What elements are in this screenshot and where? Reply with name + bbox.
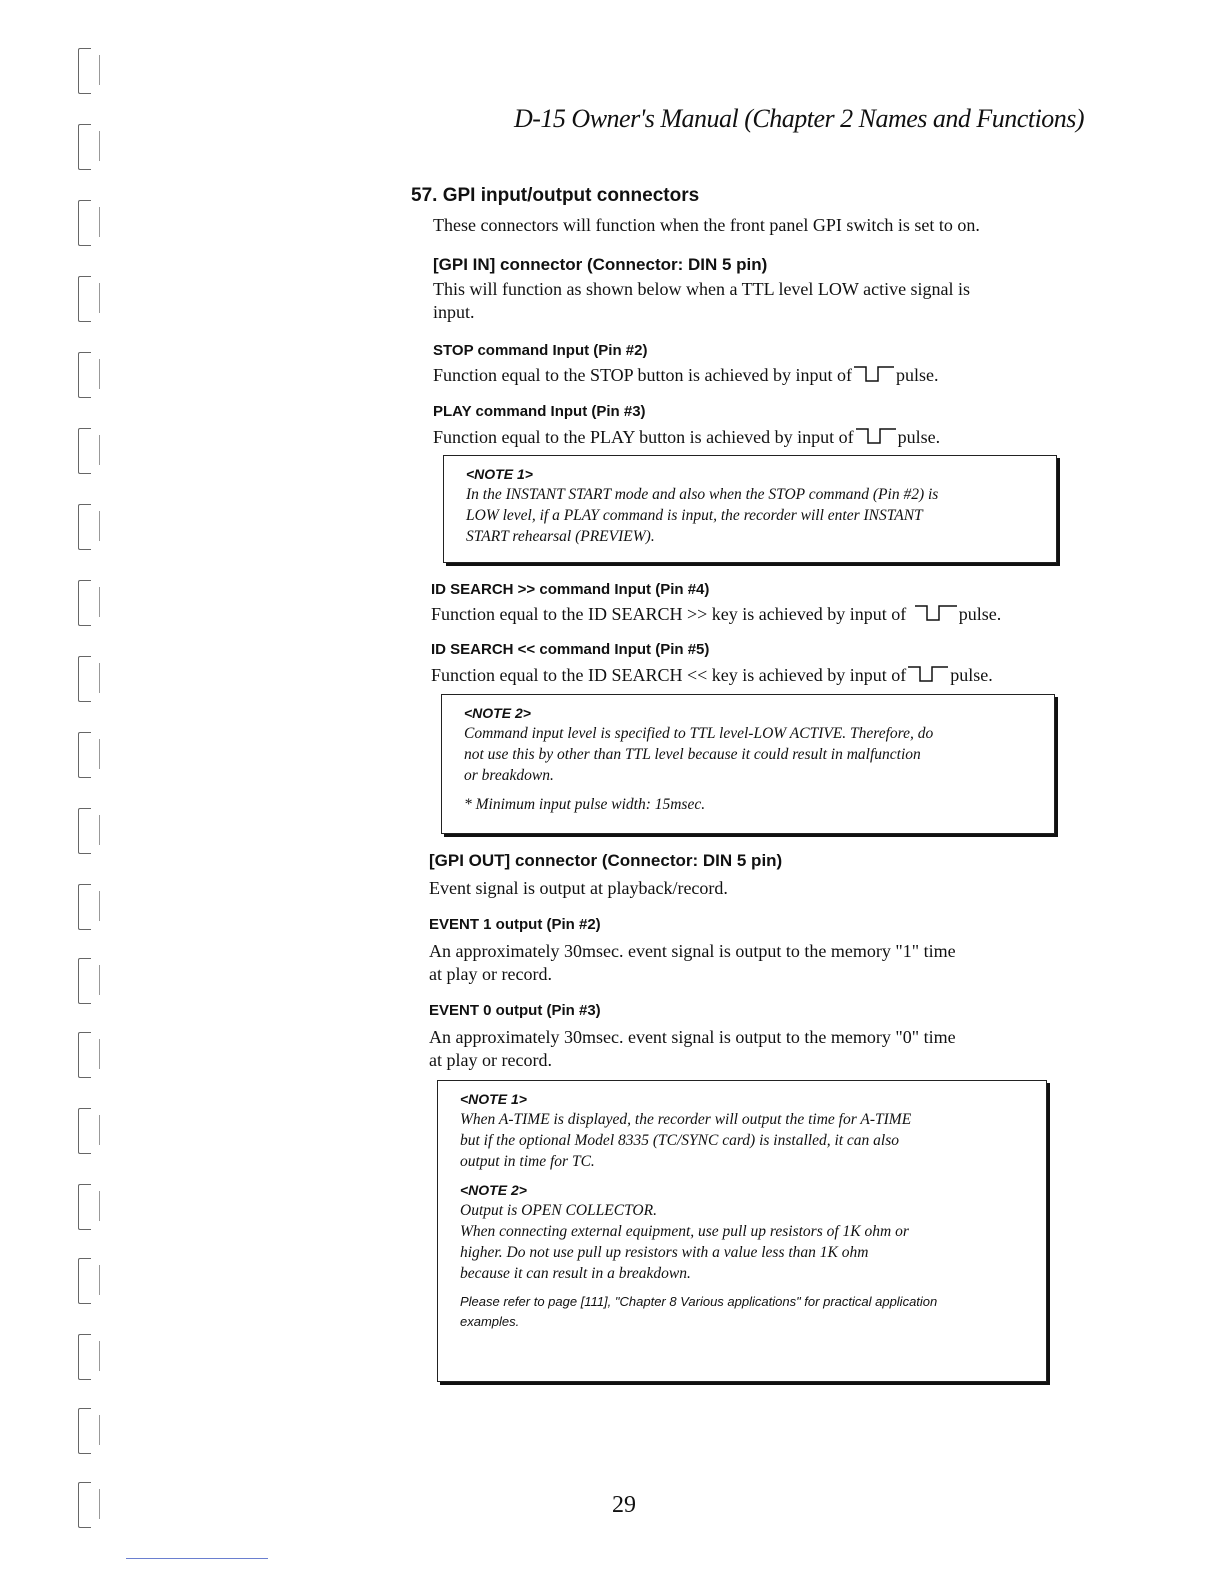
event0-line: An approximately 30msec. event signal is output to the memory "0" time: [429, 1027, 956, 1047]
binder-mark: [78, 428, 91, 474]
note-title: <NOTE 1>: [466, 466, 533, 482]
note-line: output in time for TC.: [460, 1153, 595, 1170]
binder-mark: [78, 958, 91, 1004]
play-command-text: [433, 426, 940, 449]
binder-mark: [78, 276, 91, 322]
note-line: When A-TIME is displayed, the recorder will output the time for A-TIME: [460, 1111, 912, 1128]
binder-mark: [78, 124, 91, 170]
event0-title: EVENT 0 output (Pin #3): [429, 1002, 601, 1019]
event1-line: An approximately 30msec. event signal is output to the memory "1" time: [429, 941, 956, 961]
note-title: <NOTE 1>: [460, 1091, 527, 1107]
pulse-word: pulse.: [950, 665, 993, 685]
stop-command-desc: Function equal to the STOP button is achieved by input of: [433, 365, 852, 385]
stop-command-title: STOP command Input (Pin #2): [433, 342, 648, 359]
binder-mark: [78, 1184, 91, 1230]
stop-command-text: [433, 364, 938, 387]
note-line: but if the optional Model 8335 (TC/SYNC card) is installed, it can also: [460, 1132, 900, 1149]
footer-rule: [126, 1558, 268, 1559]
gpi-in-desc: [433, 278, 970, 324]
note-line: because it can result in a breakdown.: [460, 1265, 691, 1282]
binder-mark: [78, 580, 91, 626]
binder-mark: [78, 1408, 91, 1454]
binder-holes: [78, 0, 98, 1584]
reference-note: [460, 1292, 1036, 1332]
pulse-icon: [856, 426, 896, 446]
binder-mark: [78, 504, 91, 550]
note-line: * Minimum input pulse width: 15msec.: [464, 796, 706, 813]
section-intro: These connectors will function when the front panel GPI switch is set to on.: [433, 215, 980, 235]
binder-mark: [78, 48, 91, 94]
binder-mark: [78, 200, 91, 246]
page-number: 29: [612, 1492, 636, 1518]
pulse-word: pulse.: [958, 604, 1002, 624]
play-command-desc: Function equal to the PLAY button is achieved by input of: [433, 427, 854, 447]
reference-line: Please refer to page [111], "Chapter 8 Various applications" for practical application: [460, 1294, 938, 1309]
page-header: D-15 Owner's Manual (Chapter 2 Names and Functions): [514, 104, 1085, 133]
play-command-title: PLAY command Input (Pin #3): [433, 403, 646, 420]
pulse-icon: [913, 603, 957, 623]
note-line: Command input level is specified to TTL level-LOW ACTIVE. Therefore, do: [464, 725, 934, 742]
section-title: 57. GPI input/output connectors: [411, 185, 700, 206]
pulse-icon: [908, 664, 948, 684]
gpi-out-desc: Event signal is output at playback/record.: [429, 878, 728, 898]
id-search-reverse-title: ID SEARCH << command Input (Pin #5): [431, 641, 710, 658]
note-line: Output is OPEN COLLECTOR.: [460, 1202, 657, 1219]
note-line: START rehearsal (PREVIEW).: [466, 528, 655, 545]
pulse-word: pulse.: [895, 365, 939, 385]
note-line: or breakdown.: [464, 767, 554, 784]
id-search-reverse-desc: Function equal to the ID SEARCH << key is achieved by input of: [431, 665, 907, 685]
note-line: In the INSTANT START mode and also when the STOP command (Pin #2) is: [466, 486, 939, 503]
note-box-gpi-out: [437, 1080, 1047, 1382]
event0-desc: [429, 1026, 956, 1072]
binder-mark: [78, 1334, 91, 1380]
note-box-command-level: [441, 694, 1055, 834]
event1-title: EVENT 1 output (Pin #2): [429, 916, 601, 933]
binder-mark: [78, 1258, 91, 1304]
binder-mark: [78, 1108, 91, 1154]
gpi-in-desc-line: This will function as shown below when a TTL level LOW active signal is: [433, 279, 971, 299]
binder-mark: [78, 732, 91, 778]
note-title: <NOTE 2>: [460, 1182, 527, 1198]
binder-mark: [78, 884, 91, 930]
event1-desc: [429, 940, 956, 986]
binder-mark: [78, 1482, 91, 1528]
id-search-reverse-text: [431, 664, 993, 687]
id-search-forward-text: [431, 603, 1001, 626]
reference-line: examples.: [460, 1314, 520, 1329]
note-line: LOW level, if a PLAY command is input, the recorder will enter INSTANT: [466, 507, 923, 524]
gpi-in-title: [GPI IN] connector (Connector: DIN 5 pin): [433, 255, 768, 274]
gpi-in-desc-line: input.: [433, 302, 475, 322]
binder-mark: [78, 352, 91, 398]
note-title: <NOTE 2>: [464, 705, 531, 721]
gpi-out-title: [GPI OUT] connector (Connector: DIN 5 pin): [429, 851, 783, 870]
event1-line: at play or record.: [429, 964, 552, 984]
note-line: higher. Do not use pull up resistors with a value less than 1K ohm: [460, 1244, 869, 1261]
binder-mark: [78, 808, 91, 854]
pulse-icon: [854, 364, 894, 384]
note-line: When connecting external equipment, use pull up resistors of 1K ohm or: [460, 1223, 909, 1240]
id-search-forward-desc: Function equal to the ID SEARCH >> key is achieved by input of: [431, 604, 907, 624]
pulse-word: pulse.: [897, 427, 941, 447]
id-search-forward-title: ID SEARCH >> command Input (Pin #4): [431, 581, 710, 598]
binder-mark: [78, 656, 91, 702]
note-line: not use this by other than TTL level because it could result in malfunction: [464, 746, 921, 763]
note-box-instant-start: [443, 455, 1057, 563]
binder-mark: [78, 1032, 91, 1078]
event0-line: at play or record.: [429, 1050, 552, 1070]
